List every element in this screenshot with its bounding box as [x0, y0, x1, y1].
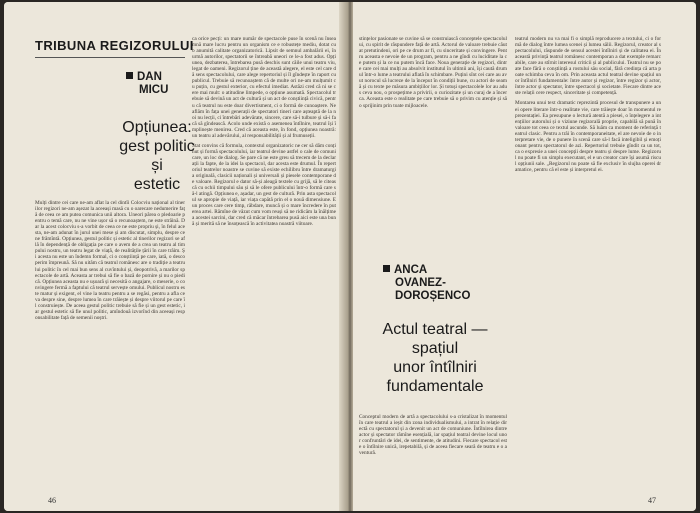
author-bullet-icon — [126, 72, 133, 79]
column-text: Montarea unui text dramatic reprezintă procesul de transpunere a unei opere literare într-o realitate vie, care trăiește doar în momentul reprezentației. Ea presupune o lectură atentă a piesei, o înțelegere a intențiilor autorului și o viziune regizorală proprie, capabilă să pună în valoare tot ceea ce textul ascunde. Să luăm ca moment de referință teatrul clasic. Pentru a trăi în contemporaneitate, el are nevoie de o interpretare vie, de o punere în scenă care să-l facă inteligibil și emoționant pentru spectatorul de azi. Repertoriul trebuie gîndit ca un tot, ca o expresie a unei concepții despre teatru și despre lume. Regizorul nu poate fi un simplu executant, el e un creator care își asumă riscul opțiunii sale. „Regizorul nu poate să fie exclusiv în slujba operei dramatice, pentru că el este și interpretul ei. — [515, 100, 661, 173]
author-name — [383, 264, 493, 303]
headline-line: unor întîlniri — [393, 359, 477, 376]
author-first-name: DAN — [137, 71, 162, 83]
headline-line: și — [151, 157, 163, 174]
headline-line: fundamentale — [386, 378, 484, 395]
author-last-name: MICU — [139, 84, 169, 96]
author-last-name-cont: DOROȘENCO — [395, 290, 471, 302]
section-title: TRIBUNA REGIZORULUI — [35, 38, 194, 53]
article-column-1-lower — [359, 414, 507, 490]
article-column-2 — [192, 36, 336, 490]
headline-line: gest politic — [119, 138, 195, 155]
column-text: Conceptul modern de artă a spectacolului s-a cristalizat în momentul în care teatrul a ieșit din zona individualismului, a intrat în relație directă cu spectatorul și a devenit un act de comuniune. Întîlnirea dintre actor și spectator rămîne esențială, iar spațiul teatral devine locul unor confruntări de idei, de sentimente, de atitudini. Fiecare spectacol este o întîlnire unică, irepetabilă, și de aceea fiecare seară de teatru e o aventură. — [359, 414, 507, 457]
column-text: stințelor pasionate se cuvine să se construiască conceptele spectacolului, cu spirit de răspundere față de artă. Actorul de valoare trebuie căutat pretutindeni, ori pe ce drum ar fi, cu sinceritate și convingere. Pentru aceasta e nevoie de un program, pentru a ne gîndi cu luciditate la ce putem și la ce nu putem încă face. Noua generație de regizori, dintre care cei mai mulți au absolvit institutul în ultimii ani, își caută drumul într-o lume a teatrului aflată în schimbare. Puțini sînt cei care au avut norocul să lucreze de la început în condiții bune, cu actori de seamă și cu texte pe măsura ambițiilor lor. Și totuși spectacolele lor au adus ceva nou, o prospețime a privirii, o curiozitate și un curaj de a încerca. Aceasta este o realitate pe care trebuie să o privim cu atenție și să o sprijinim prin toate mijloacele. — [359, 36, 507, 109]
column-text: ca orice pecți: un mare număr de spectacole puse în scenă nu înseamnă mare lucru pentru un organism ce e robustețe mediu, dotat cu o anumită calitate organizatorică. Lipsit de semnul ambalării ei, în urmă autorilor, spectatorii se întreabă uneori ce le-a fost adus. Opțiunea, dezbaterea, întrebarea pusă deschis sunt căile unui teatru viu, legat de oameni. Regizorul ține de această alegere, el este cel care dă sens spectacolului, care alege repertoriul și îl gîndește în raport cu publicul. Trebuie să recunoaștem că de multe ori ne-am mulțumit cu puțin, cu gestul exterior, cu efectul imediat. Astăzi cred că ni se cere mai mult: o atitudine limpede, o opțiune asumată. Spectacolul trebuie să devină un act de cultură și un act de conștiință civică, pentru că teatrul nu este doar divertisment, ci o formă de cunoaștere. Ne aflăm în fața unei generații de spectatori tineri care așteaptă de la noi nu lecții, ci întrebări adevărate, sincere, care să-i tulbure și să-i facă să gîndească. Acolo unde există o asemenea întîlnire, teatrul își împlinește menirea. Cred că aceasta este, în fond, opțiunea noastră: un teatru al adevărului, al responsabilității și al frumuseții. — [192, 36, 336, 139]
article-column-1 — [359, 36, 507, 251]
author-bullet-icon — [383, 265, 390, 272]
section-title-rule — [35, 57, 185, 58]
article-column-1 — [35, 200, 185, 490]
author-name — [126, 71, 186, 97]
author-last-name: OVANEZ- — [395, 277, 446, 289]
column-text: teatrul modern nu va mai fi o simplă reproducere a textului, ci o formă de dialog între lumea scenei și lumea sălii. Regizorul, creator al spectacolului, răspunde de sensul acestei întîlniri și de calitatea ei. În această privință teatrul românesc contemporan a dat exemple remarcabile, care au stîrnit interesul criticii și al publicului. Teatrul nu se poate face fără o conștiință a rostului său social, fără credința că arta poate schimba ceva în om. Prin aceasta actul teatral devine spațiul unor întîlniri fundamentale: între autor și regizor, între regizor și actor, între actor și spectator, între spectacol și societate. Fiecare dintre aceste relații cere respect, sinceritate și competență. — [515, 36, 661, 97]
headline-line: estetic — [133, 176, 181, 193]
magazine-spread — [4, 2, 696, 511]
right-page — [353, 2, 696, 511]
column-text: Mulți dintre cei care ne-am aflat la cel dintîi Colocviu național al tinerilor regizori ne-am așezat la aceeași masă cu o oarecare nedumerire față de ceea ce am putea comunica unii altora. Uneori părea o pledoarie pentru o temă care, nu ne vine ușor să o recunoaștem, ne este străină. Dar la acest colocviu s-a vorbit de ceea ce ne este propriu și, în felul acesta, ne-am adunat în jurul unei mese și am discutat, simplu, despre ce ne frămîntă. Opțiunea, gestul politic și estetic al tinerilor regizori se află în dependență de obligația pe care o avem de a crea un teatru al timpului nostru, un teatru legat de viață, de realitățile țării în care trăim. Și acesta nu este un îndemn formal, ci o conștiință pe care, iată, o descoperim împreună. Să nu uităm că teatrul românesc are o tradiție a teatrului politic în cel mai bun sens al cuvîntului și, deopotrivă, a marilor spectacole de artă. Aceasta ar trebui să fie o bază de pornire și nu o piedică. Opțiunea aceasta nu e ușoară și necesită o angajare, o meserie, o convingere fermă a faptului că teatrul servește omului. Publicul nostru este matur și exigent, el vine la teatru pentru a se regăsi, pentru a afla ceva despre sine, despre lumea în care trăiește și despre viitorul pe care îl construiește. De aceea gestul politic trebuie să fie și un gest estetic, iar gestul estetic să fie unul politic, amîndouă izvorînd din aceeași responsabilitate față de semenii noștri. — [35, 200, 185, 321]
article-column-2 — [515, 36, 661, 490]
article-headline — [367, 320, 503, 396]
headline-line: Actul teatral — — [382, 321, 488, 338]
column-text: Stat convins că formula, contextul organizatoric ne cer să dăm conținut și formă spectacolului, iar teatrul devine astfel o cale de comunicare, un loc de dialog. Se pare că ne este greu să trecem de la declarații la fapte, de la idei la spectacol, dar acesta este drumul. În repertoriul teatrelor noastre se cuvine să existe echilibru între dramaturgia originală, clasicii naționali și universali și piesele contemporane de valoare. Regizorul e dator să-și aleagă textele cu grijă, să le citească cu ochii timpului său și să le ofere publicului într-o formă care să-l atingă. Opțiunea e, așadar, un gest de cultură. Prin asta spectacolul se apropie de viață, iar viața capătă prin el o nouă dimensiune. E un proces care cere timp, răbdare, muncă și o mare încredere în puterea artei. Rămîne de văzut cum vom reuși să ne ridicăm la înălțimea acestei sarcini, dar cred că măcar întrebarea pusă aici este una bună și merită să ne însoțească în activitatea noastră viitoare. — [192, 142, 336, 228]
page-number: 47 — [648, 496, 656, 505]
headline-line: Opțiunea: — [122, 119, 192, 136]
headline-line: spațiul — [411, 340, 459, 357]
author-first-name: ANCA — [394, 264, 428, 276]
page-number: 46 — [48, 496, 56, 505]
article-headline — [112, 118, 202, 194]
left-page — [4, 2, 347, 511]
